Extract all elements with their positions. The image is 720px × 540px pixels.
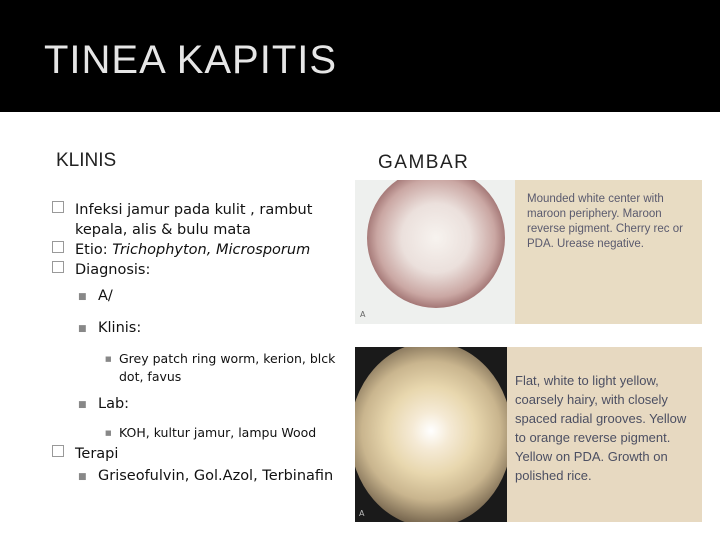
slide-title: TINEA KAPITIS	[44, 38, 338, 82]
gambar-header: GAMBAR	[378, 152, 470, 173]
small-bullet-icon: ■	[105, 429, 112, 437]
bullet-klinis: ■ Klinis:	[50, 318, 350, 338]
bullet-anamnesis: ■ A/	[50, 286, 350, 306]
photo-label: A	[360, 310, 366, 319]
bullet-list	[50, 200, 350, 486]
culture-image-2	[355, 347, 702, 522]
bullet-box-icon	[52, 240, 64, 252]
bullet-box-icon	[52, 260, 64, 272]
bullet-infeksi: Infeksi jamur pada kulit , rambut kepala, alis & bulu mata	[50, 200, 350, 240]
photo-label: A	[359, 509, 365, 518]
bullet-diagnosis: Diagnosis:	[50, 260, 350, 280]
title-bar	[0, 0, 720, 112]
culture-image-1	[355, 180, 702, 324]
petri-dish-photo-2	[355, 347, 507, 522]
bullet-terapi: Terapi	[50, 444, 350, 464]
colony-white-radial	[355, 347, 507, 522]
bullet-box-icon	[52, 444, 64, 456]
culture-description-2: Flat, white to light yellow, coarsely hairy, with closely spaced radial grooves. Yellow to orange reverse pigment. Yellow on PDA. Growth on polished rice.	[515, 373, 687, 483]
small-bullet-icon: ■	[105, 355, 112, 363]
square-bullet-icon: ■	[78, 292, 87, 302]
square-bullet-icon: ■	[78, 472, 87, 482]
culture-description-1: Mounded white center with maroon periphery. Maroon reverse pigment. Cherry rec or PDA. Urease negative.	[527, 193, 683, 250]
bullet-box-icon	[52, 200, 64, 212]
bullet-terapi-detail: ■ Griseofulvin, Gol.Azol, Terbinafin	[50, 466, 350, 486]
bullet-lab-detail: ■ KOH, kultur jamur, lampu Wood	[105, 425, 317, 440]
square-bullet-icon: ■	[78, 324, 87, 334]
colony-maroon	[367, 180, 505, 308]
square-bullet-icon: ■	[78, 400, 87, 410]
petri-dish-photo-1	[355, 180, 515, 324]
bullet-etio: Etio: Trichophyton, Microsporum	[50, 240, 350, 260]
bullet-lab: ■ Lab:	[50, 394, 350, 414]
klinis-header: KLINIS	[56, 150, 117, 171]
bullet-klinis-detail: ■ Grey patch ring worm, kerion, blck dot, favus	[105, 351, 336, 384]
